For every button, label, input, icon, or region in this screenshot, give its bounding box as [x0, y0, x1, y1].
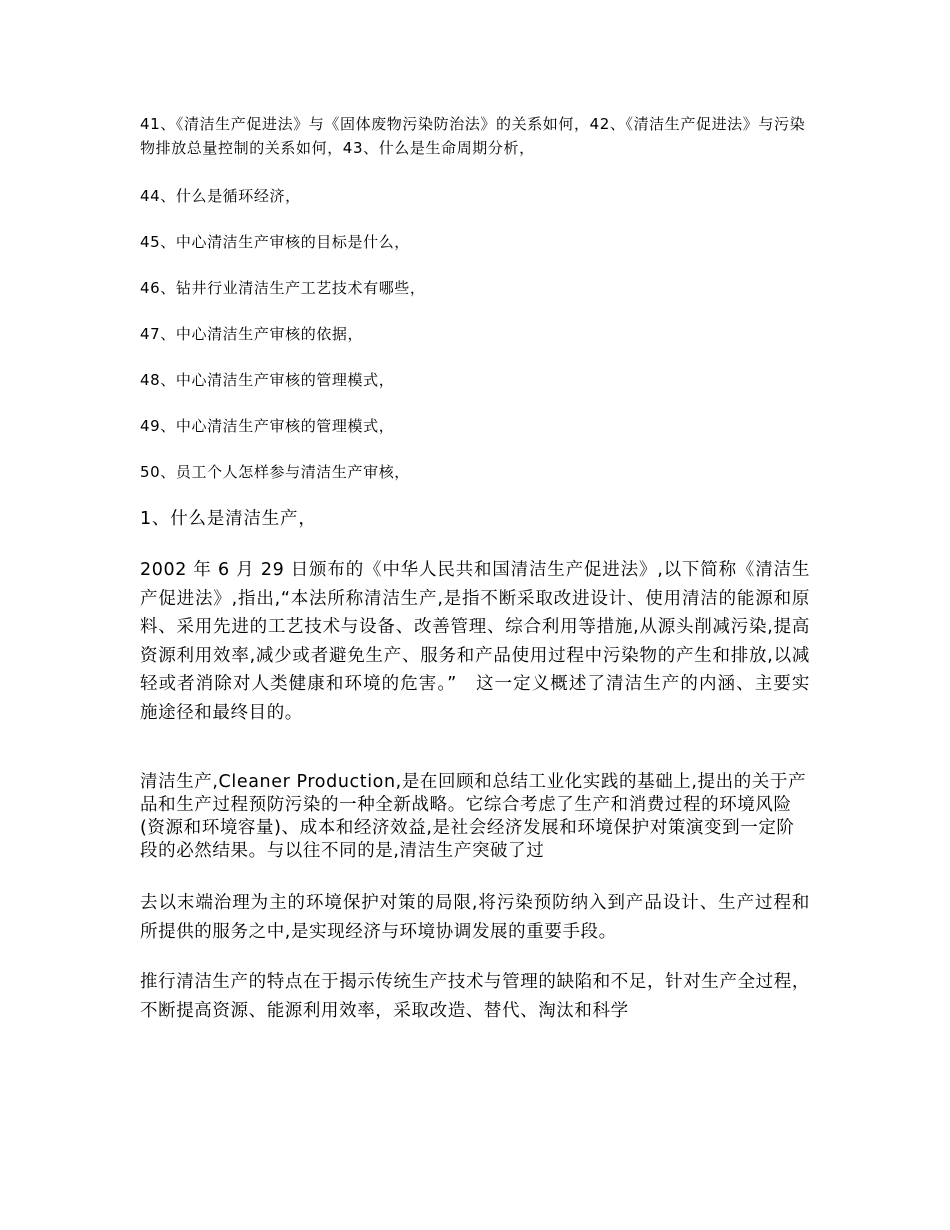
question-45: 45、中心清洁生产审核的目标是什么，	[140, 233, 410, 251]
paragraph-characteristics: 推行清洁生产的特点在于揭示传统生产技术与管理的缺陷和不足，针对生产全过程，不断提高资源、能源利用效率，采取改造、替代、淘汰和科学	[140, 972, 810, 1021]
paragraph-definition: 2002 年 6 月 29 日颁布的《中华人民共和国清洁生产促进法》,以下简称《清洁生产促进法》,指出,“本法所称清洁生产,是指不断采取改进设计、使用清洁的能源和原料、采用先进的工艺技术与设备、改善管理、综合利用等措施,从源头削减污染,提高资源利用效率,减少或者避免生产、服务和产品使用过程中污染物的产生和排放,以减轻或者消除对人类健康和环境的危害。” 这一定义概述了清洁生产的内涵、主要实施途径和最终目的。	[140, 560, 810, 723]
question-46: 46、钻井行业清洁生产工艺技术有哪些，	[140, 279, 426, 297]
question-44: 44、什么是循环经济，	[140, 187, 301, 205]
answer-heading: 1、什么是清洁生产，	[140, 509, 317, 529]
paragraph-end-of-pipe: 去以末端治理为主的环境保护对策的局限,将污染预防纳入到产品设计、生产过程和所提供的服务之中,是实现经济与环境协调发展的重要手段。	[140, 893, 810, 942]
document-body	[140, 112, 810, 1025]
paragraph-cleaner-production: 清洁生产,Cleaner Production,是在回顾和总结工业化实践的基础上,提出的关于产品和生产过程预防污染的一种全新战略。它综合考虑了生产和消费过程的环境风险(资源和环境容量)、成本和经济效益,是社会经济发展和环境保护对策演变到一定阶段的必然结果。与以往不同的是,清洁生产突破了过	[140, 772, 807, 861]
question-50: 50、员工个人怎样参与清洁生产审核，	[140, 463, 410, 481]
question-49: 49、中心清洁生产审核的管理模式，	[140, 417, 395, 435]
question-47: 47、中心清洁生产审核的依据，	[140, 325, 364, 343]
question-48: 48、中心清洁生产审核的管理模式，	[140, 371, 395, 389]
question-41-43: 41、《清洁生产促进法》与《固体废物污染防治法》的关系如何，42、《清洁生产促进法》与污染物排放总量控制的关系如何，43、什么是生命周期分析，	[140, 115, 806, 157]
